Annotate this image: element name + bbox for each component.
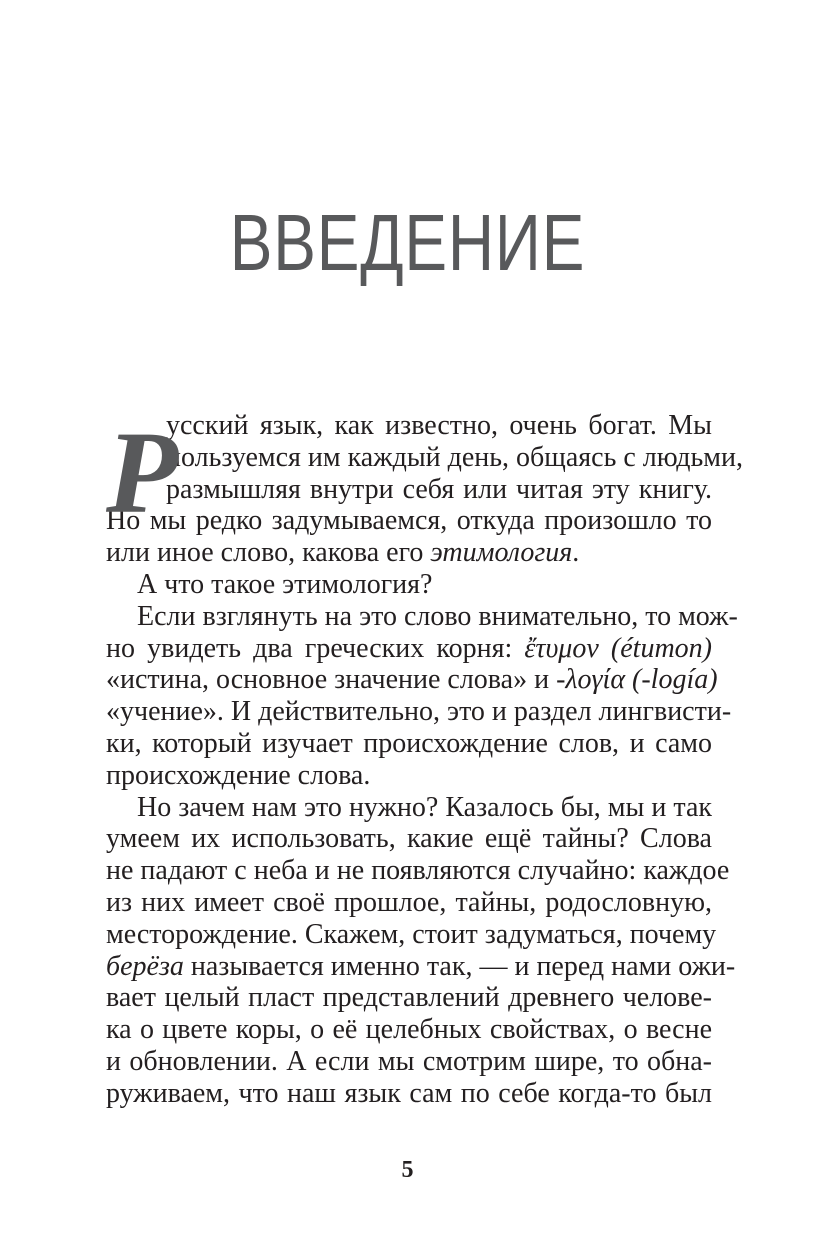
body-text [106, 407, 743, 1110]
italic-term: -λογία (-logía) [556, 664, 718, 696]
text-line: месторождение. Скажем, стоит задуматься, почему [106, 918, 717, 950]
text-line: из них имеет своё прошлое, тайны, родословную, [106, 886, 712, 918]
text-line: происхождение слова. [106, 759, 371, 791]
italic-term: ἔτυμον (étumon) [524, 632, 713, 664]
text-line: А что такое этимология? [137, 568, 433, 600]
text-span: или иное слово, какова его [106, 537, 431, 569]
chapter-heading: ВВЕДЕНИЕ [229, 198, 586, 287]
text-line: пользуемся им каждый день, общаясь с людьми, [166, 441, 743, 473]
text-line: руживаем, что наш язык сам по себе когда-то был [106, 1077, 712, 1109]
text-line: Но мы редко задумываемся, откуда произошло то [106, 505, 712, 537]
text-line: и обновлении. А если мы смотрим шире, то обна- [106, 1045, 712, 1077]
italic-term: этимология [430, 537, 573, 569]
text-line: умеем их использовать, какие ещё тайны? Слова [106, 823, 712, 855]
italic-term: берёза [106, 950, 184, 982]
text-line [106, 633, 712, 665]
text-line: ка о цвете коры, о её целебных свойствах, о весне [106, 1014, 712, 1046]
page-number: 5 [401, 1157, 414, 1183]
text-line [106, 664, 718, 696]
text-line: усский язык, как известно, очень богат. Мы [166, 410, 712, 441]
text-line: Но зачем нам это нужно? Казалось бы, мы и так [137, 791, 712, 823]
text-line [106, 950, 736, 983]
text-line: не падают с неба и не появляются случайно: каждое [106, 855, 730, 887]
text-line: размышляя внутри себя или читая эту книгу. [166, 473, 712, 505]
text-span: . [572, 537, 580, 569]
drop-cap: Р [106, 407, 179, 538]
text-line: вает целый пласт представлений древнего челове- [106, 982, 712, 1014]
text-line: ки, который изучает происхождение слов, и само [106, 727, 712, 759]
text-line [106, 537, 712, 569]
text-span: но увидеть два греческих корня: [106, 632, 525, 664]
text-span: называется именно так, — и перед нами ожи- [183, 950, 736, 982]
text-line: Если взглянуть на это слово внимательно, то мож- [137, 600, 738, 632]
text-span: «истина, основное значение слова» и [106, 664, 557, 696]
text-line: «учение». И действительно, это и раздел лингвисти- [106, 696, 732, 728]
